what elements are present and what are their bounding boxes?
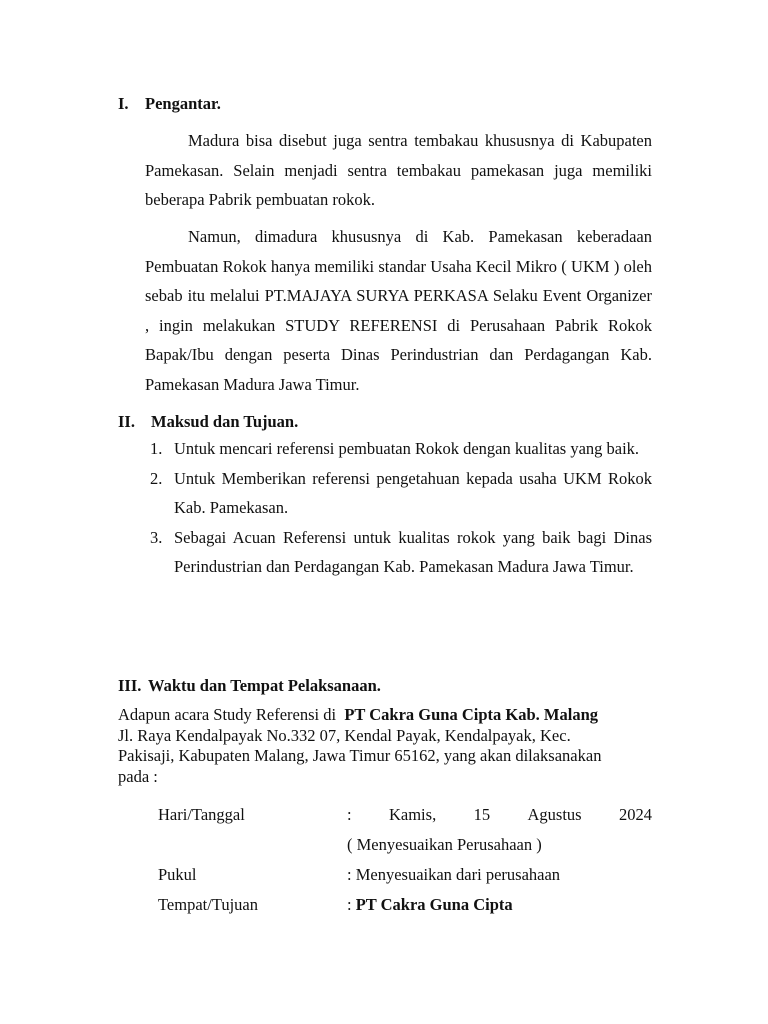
objectives-list [145,434,652,582]
list-item-marker: 2. [150,468,163,488]
section-3-number: III. [118,676,142,695]
section-1-paragraph-2: Namun, dimadura khususnya di Kab. Pamekasan keberadaan Pembuatan Rokok hanya memiliki standar Usaha Kecil Mikro ( UKM ) oleh sebab itu melalui PT.MAJAYA SURYA PERKASA Selaku Event Organizer , ingin melakukan STUDY REFERENSI di Perusahaan Pabrik Rokok Bapak/Ibu dengan peserta Dinas Perindustrian dan Perdagangan Kab. Pamekasan Madura Jawa Timur. [145,227,652,394]
intro-prefix: Adapun acara Study Referensi di [118,705,337,724]
intro-line-3: Pakisaji, Kabupaten Malang, Jawa Timur 65162, yang akan dilaksanakan [118,746,602,765]
section-3-heading [118,676,381,696]
list-item-marker: 1. [150,439,163,458]
date-year: 2024 [618,805,652,824]
date-label: Hari/Tanggal [158,805,245,824]
intro-line-2: Jl. Raya Kendalpayak No.332 07, Kendal Payak, Kendalpayak, Kec. [118,725,571,745]
intro-line-1 [118,705,653,726]
section-3-intro [118,705,653,787]
section-2-number: II. [118,412,135,431]
date-colon: : [347,805,352,824]
list-item [145,434,652,464]
place-label: Tempat/Tujuan [158,895,258,914]
date-value [347,805,652,825]
time-label: Pukul [158,865,197,884]
place-colon: : [347,895,352,914]
intro-line-4: pada : [118,766,158,786]
section-1-paragraph-1: Madura bisa disebut juga sentra tembakau khususnya di Kabupaten Pamekasan. Selain menjadi sentra tembakau pamekasan juga memiliki beberapa Pabrik pembuatan rokok. [145,131,652,209]
section-1-title: Pengantar. [145,94,221,113]
date-day: Kamis, [388,805,437,824]
date-month: Agustus [527,805,582,824]
date-number: 15 [473,805,491,824]
list-item-marker: 3. [150,527,163,547]
place-company: PT Cakra Guna Cipta [355,895,513,914]
date-note: ( Menyesuaikan Perusahaan ) [347,835,542,854]
section-1-heading [118,94,221,114]
section-2-heading [118,412,298,432]
section-1-number: I. [118,94,129,113]
intro-company: PT Cakra Guna Cipta Kab. Malang [344,705,598,724]
list-item-text: Sebagai Acuan Referensi untuk kualitas rokok yang baik bagi Dinas Perindustrian dan Perdagangan Kab. Pamekasan Madura Jawa Timur. [174,527,652,576]
section-3-title: Waktu dan Tempat Pelaksanaan. [148,676,381,695]
list-item [145,523,652,582]
list-item-text: Untuk mencari referensi pembuatan Rokok dengan kualitas yang baik. [174,439,640,458]
list-item-text: Untuk Memberikan referensi pengetahuan kepada usaha UKM Rokok Kab. Pamekasan. [174,468,652,517]
list-item [145,464,652,523]
time-value: : Menyesuaikan dari perusahaan [347,865,561,884]
section-2-title: Maksud dan Tujuan. [151,412,299,431]
place-value [347,895,652,915]
